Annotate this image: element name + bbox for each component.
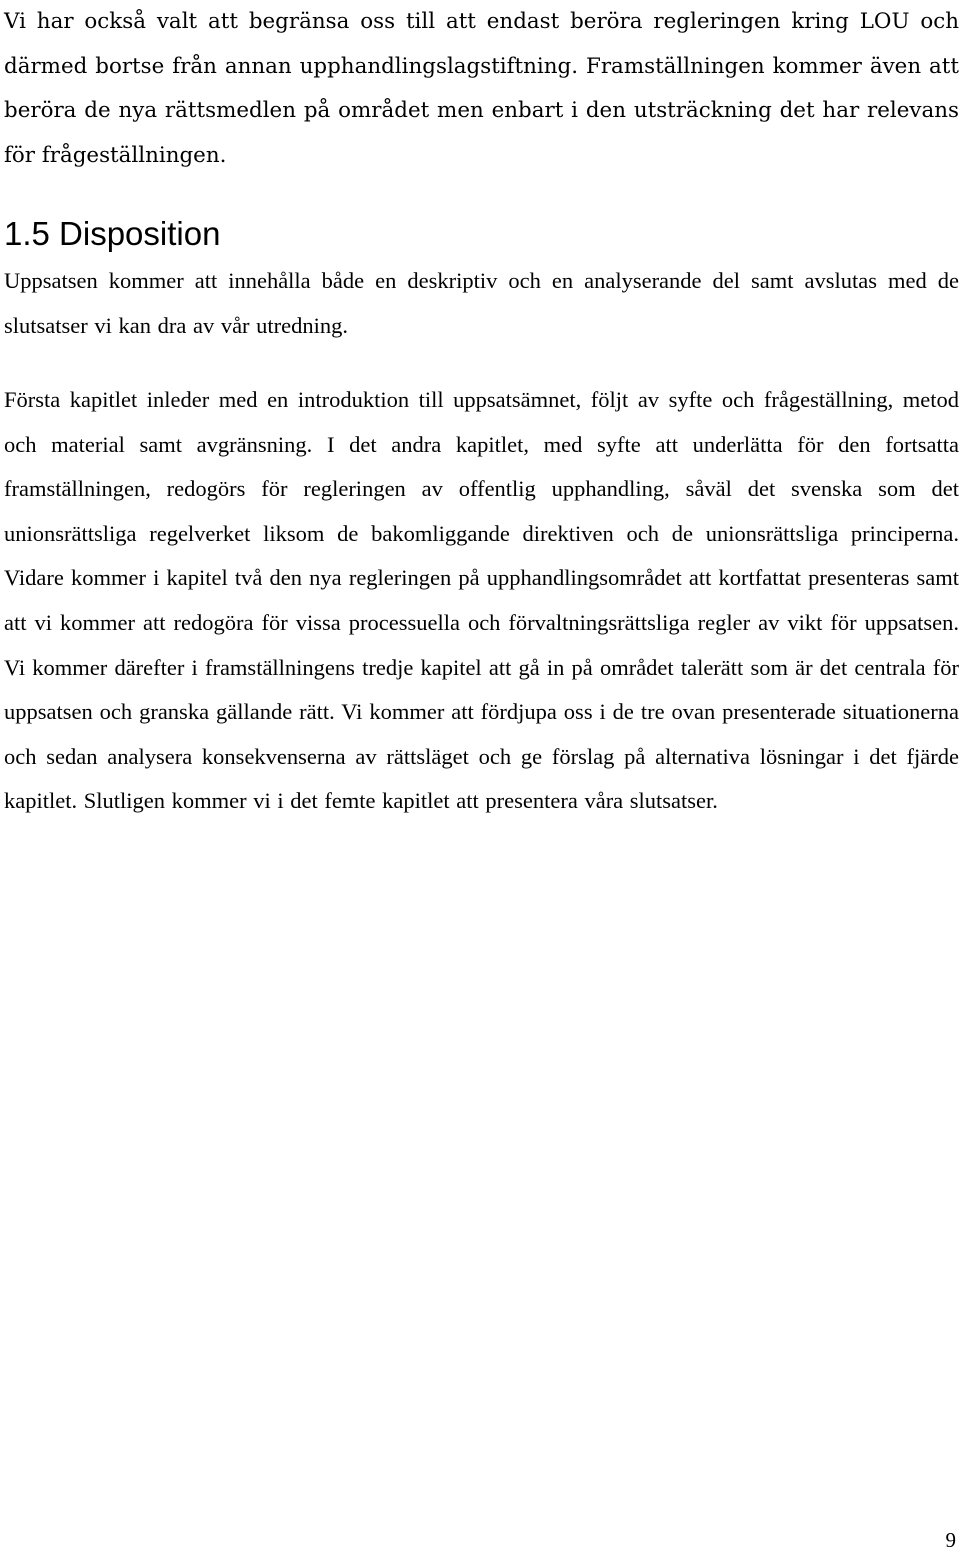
page-number: 9 xyxy=(945,1528,956,1552)
intro-paragraph: Vi har också valt att begränsa oss till att endast beröra regleringen kring LOU och därmed bortse från annan upphandlingslagstiftning. Framställningen kommer även att beröra de nya rättsmedlen på området men enbart i den utsträckning det har relevans för frågeställningen. xyxy=(4,9,959,168)
paragraph-disposition-overview: Uppsatsen kommer att innehålla både en deskriptiv och en analyserande del samt avslutas med de slutsatser vi kan dra av vår utredning. xyxy=(4,268,959,338)
paragraph-chapter-outline: Första kapitlet inleder med en introduktion till uppsatsämnet, följt av syfte och frågeställning, metod och material samt avgränsning. I det andra kapitlet, med syfte att underlätta för den fortsatta framställningen, redogörs för regleringen av offentlig upphandling, såväl det svenska som det unionsrättsliga regelverket liksom de bakomliggande direktiven och de unionsrättsliga principerna. Vidare kommer i kapitel två den nya regleringen på upphandlingsområdet att kortfattat presenteras samt att vi kommer att redogöra för vissa processuella och förvaltningsrättsliga regler av vikt för uppsatsen. Vi kommer därefter i framställningens tredje kapitel att gå in på området talerätt som är det centrala för uppsatsen och granska gällande rätt. Vi kommer att fördjupa oss i de tre ovan presenterade situationerna och sedan analysera konsekvenserna av rättsläget och ge förslag på alternativa lösningar i det fjärde kapitlet. Slutligen kommer vi i det femte kapitlet att presentera våra slutsatser. xyxy=(4,387,959,814)
section-heading: 1.5 Disposition xyxy=(4,215,221,252)
